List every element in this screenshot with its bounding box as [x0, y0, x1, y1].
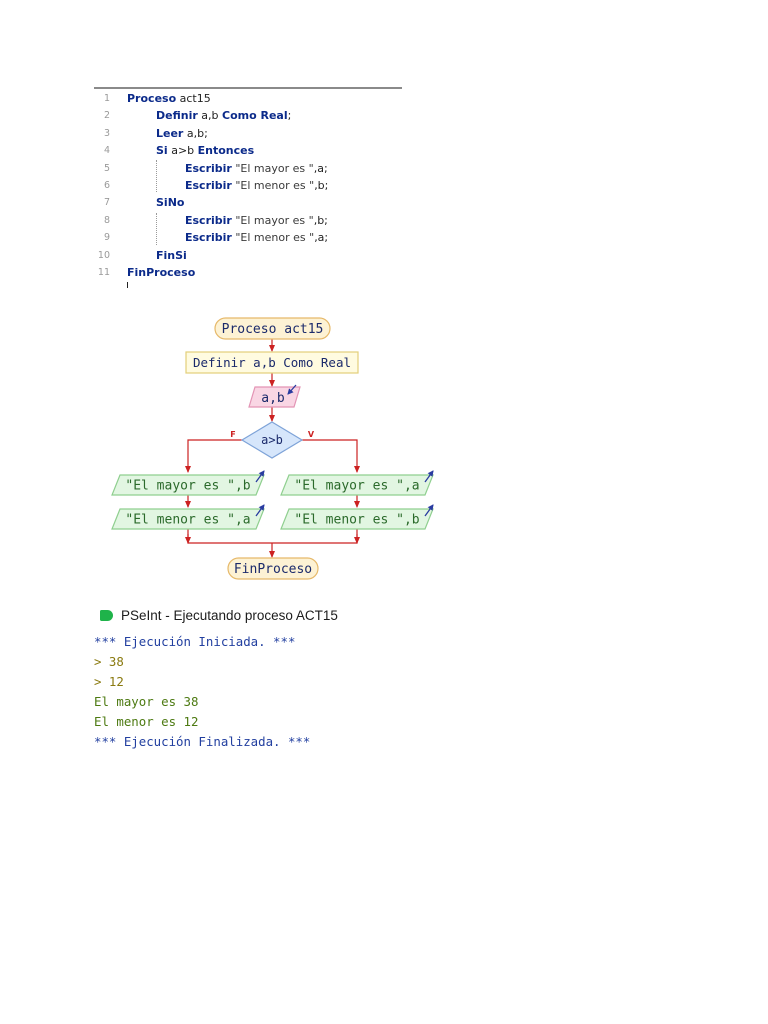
- code-keyword: FinProceso: [127, 266, 196, 279]
- line-number: 9: [103, 232, 110, 244]
- code-string: "El menor es ": [231, 179, 315, 192]
- line-number: 4: [103, 145, 110, 157]
- line-number: 10: [97, 249, 110, 261]
- code-token: ,b;: [313, 213, 328, 227]
- end-terminal: [228, 558, 318, 579]
- decision-block: [230, 422, 315, 458]
- line-number: 6: [103, 180, 110, 191]
- code-string: "El mayor es ": [231, 161, 314, 175]
- code-keyword: SiNo: [156, 196, 185, 210]
- editor-top-border: [94, 87, 402, 89]
- output-block-right-1: [281, 471, 433, 495]
- code-text: [156, 247, 187, 264]
- code-token: ;: [287, 109, 292, 123]
- code-editor[interactable]: [94, 87, 404, 287]
- code-keyword: Como Real: [222, 109, 288, 123]
- output-block-left-2: [112, 505, 264, 529]
- indent-guide: [156, 160, 157, 192]
- line-number: 8: [103, 214, 110, 226]
- output-left-2-label: "El menor es ",a: [125, 512, 251, 528]
- code-text: [185, 177, 328, 194]
- false-branch-label: F: [230, 430, 236, 439]
- code-text: [156, 142, 254, 159]
- indent-guide: [156, 213, 157, 245]
- code-token: a,b: [197, 109, 222, 123]
- code-string: "El mayor es ": [231, 213, 314, 227]
- code-string: "El menor es ": [231, 231, 315, 245]
- start-terminal-label: Proceso act15: [221, 322, 324, 337]
- code-token: ,a;: [314, 231, 329, 245]
- code-keyword: Entonces: [197, 144, 255, 158]
- code-text: [127, 90, 211, 107]
- read-block-label: a,b: [261, 391, 285, 406]
- console-window-title: [100, 605, 338, 625]
- flowchart: [100, 310, 445, 585]
- code-token: a>b: [167, 144, 198, 158]
- output-block-right-2: [281, 505, 433, 529]
- code-text: [156, 194, 184, 211]
- read-block: [249, 385, 300, 407]
- output-right-1-label: "El mayor es ",a: [294, 478, 420, 494]
- code-keyword: Leer: [156, 126, 184, 140]
- console-line: *** Ejecución Finalizada. ***: [94, 734, 311, 749]
- flowchart-canvas: [100, 310, 445, 585]
- code-keyword: FinSi: [156, 248, 187, 262]
- line-number: 2: [103, 110, 110, 122]
- code-token: a,b;: [183, 126, 208, 140]
- code-text: [185, 212, 328, 229]
- code-keyword: Definir: [156, 109, 198, 123]
- line-number: 3: [103, 127, 110, 139]
- decision-block-label: a>b: [261, 433, 283, 447]
- output-right-2-label: "El menor es ",b: [294, 512, 420, 528]
- console-line: > 38: [94, 654, 124, 669]
- console-line: > 12: [94, 674, 124, 689]
- text-caret: [127, 282, 128, 288]
- code-keyword: Si: [156, 144, 168, 158]
- code-keyword: Escribir: [185, 231, 232, 245]
- output-left-1-label: "El mayor es ",b: [125, 478, 251, 494]
- line-number: 11: [97, 267, 110, 278]
- line-number: 7: [103, 197, 110, 209]
- console-output: [94, 632, 310, 752]
- code-text: [185, 229, 328, 246]
- code-keyword: Escribir: [185, 161, 232, 175]
- console-line: *** Ejecución Iniciada. ***: [94, 634, 296, 649]
- code-text: [127, 264, 195, 281]
- pseint-app-icon: [100, 610, 113, 621]
- true-branch-label: V: [307, 430, 315, 439]
- code-text: [156, 107, 291, 124]
- console-line: El mayor es 38: [94, 694, 199, 709]
- define-block: [186, 352, 358, 373]
- end-terminal-label: FinProceso: [233, 562, 313, 577]
- output-block-left-1: [112, 471, 264, 495]
- code-text: [156, 125, 208, 142]
- code-keyword: Escribir: [185, 179, 232, 192]
- start-terminal: [215, 318, 330, 339]
- console-line: El menor es 12: [94, 714, 199, 729]
- code-keyword: Escribir: [185, 213, 232, 227]
- code-text: [185, 160, 328, 177]
- console-title-text: PSeInt - Ejecutando proceso ACT15: [121, 607, 338, 623]
- line-number: 5: [103, 162, 110, 174]
- code-token: act15: [176, 92, 211, 105]
- define-block-label: Definir a,b Como Real: [192, 355, 352, 370]
- line-number: 1: [103, 93, 110, 104]
- code-token: ,a;: [313, 161, 328, 175]
- code-token: ,b;: [314, 179, 329, 192]
- code-keyword: Proceso: [127, 92, 177, 105]
